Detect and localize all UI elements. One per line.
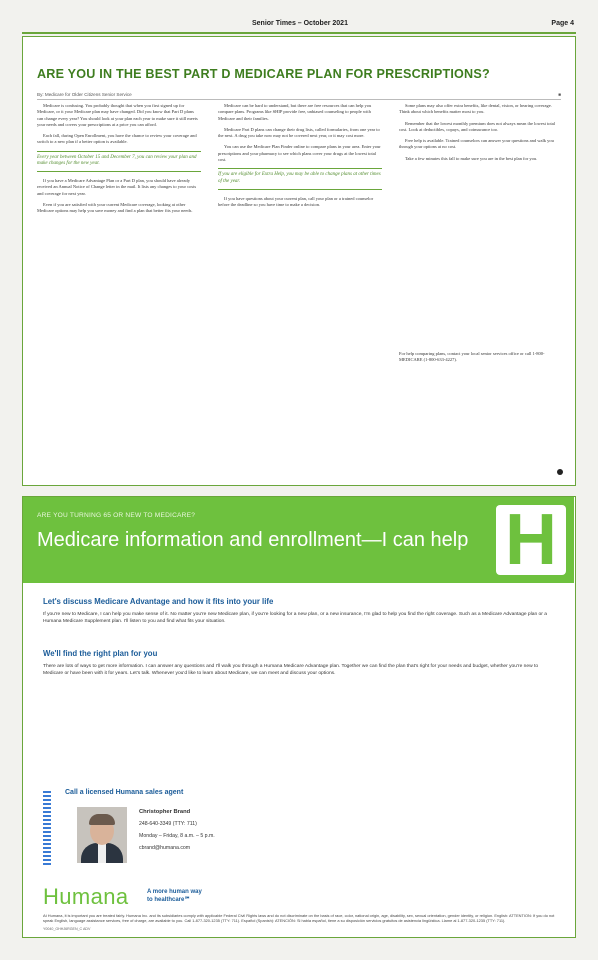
running-header <box>22 18 576 34</box>
tagline-line-1: A more human way <box>147 889 202 895</box>
ad-section-heading: Let's discuss Medicare Advantage and how it fits into your life <box>43 597 274 606</box>
agent-hours: Monday – Friday, 8 a.m. – 5 p.m. <box>139 833 215 839</box>
ad-title: Medicare information and enrollment—I can help <box>37 529 469 551</box>
call-agent-heading: Call a licensed Humana sales agent <box>65 789 184 796</box>
byline-mark: ■ <box>558 92 561 97</box>
agent-contact <box>43 785 303 869</box>
ad-section-body: If you're new to Medicare, I can help you make sense of it. No matter you're new Medicare plan, if you're looking for a new plan, or a new insurance, I'm glad to help you find the right coverage. Such as a Medicare Advantage plan or a Humana Medicare Supplement plan. I'll listen to you and find what fits your situation. <box>43 612 547 625</box>
page-number: Page 4 <box>551 20 574 27</box>
article-column-2 <box>218 103 382 473</box>
pull-quote: If you are eligible for Extra Help, you may be able to change plans at other times of the year. <box>218 168 382 189</box>
end-of-article-mark <box>557 469 563 475</box>
pull-quote: Every year between October 15 and December 7, you can review your plan and make changes for the new year. <box>37 151 201 172</box>
ad-code: Y0040_GHHJ6RGEN_C ADV <box>43 927 91 931</box>
agent-photo <box>77 807 127 863</box>
article-column-3 <box>399 103 563 343</box>
article-contact-info: For help comparing plans, contact your local senior services office or call 1-800-MEDICARE (1-800-633-4227). <box>399 351 545 363</box>
paragraph: Medicare can be hard to understand, but there are free resources that can help you compare plans. Programs like SHIP provide free, unbiased counseling to people with Medicare and their families. <box>218 103 372 121</box>
paragraph: Medicare is confusing. You probably thought that when you first signed up for Medicare, or it your Medicare plan may have changed. Did you know that Part D plans can change every year? You should look at your plan each year to make sure it still meets your needs and covers your prescriptions at a price you can afford. <box>37 103 198 127</box>
article-byline <box>37 92 561 100</box>
paragraph: You can use the Medicare Plan Finder online to compare plans in your area. Enter your prescriptions and your pharmacy to see which plans cover your drugs at the lowest total cost. <box>218 144 381 163</box>
agent-phone[interactable]: 248-640-3349 (TTY: 711) <box>139 821 197 827</box>
humana-h-logo <box>496 500 566 580</box>
paragraph: Take a few minutes this fall to make sure you are in the best plan for you. <box>405 155 538 161</box>
agent-name: Christopher Brand <box>139 809 191 815</box>
h-letter: H <box>505 500 557 580</box>
agent-email[interactable]: cbrand@humana.com <box>139 845 191 851</box>
ad-banner <box>23 497 574 583</box>
paragraph: Remember that the lowest monthly premium does not always mean the lowest total cost. Look at deductibles, copays, and coinsurance too. <box>399 120 555 132</box>
article-column-1 <box>37 103 201 473</box>
humana-tagline <box>147 888 202 904</box>
ad-kicker: ARE YOU TURNING 65 OR NEW TO MEDICARE? <box>37 512 196 519</box>
paragraph: Medicare Part D plans can change their drug lists, called formularies, from one year to the next. A drug you take now may not be covered next year, or it may cost more. <box>218 126 380 139</box>
article-headline: ARE YOU IN THE BEST PART D MEDICARE PLAN FOR PRESCRIPTIONS? <box>37 67 490 81</box>
ad-section-body: There are lots of ways to get more information. I can answer any questions and I'll walk you through a Humana Medicare Advantage plan. Together we can find the plan that's right for your needs and budget, whether you're new to Medicare or have been with it for years. Let's talk. Whenever you'd like to learn about Medicare, we can meet and discuss your options. <box>43 664 539 677</box>
publication-title: Senior Times – October 2021 <box>252 20 348 27</box>
paragraph: Some plans may also offer extra benefits, like dental, vision, or hearing coverage. Think about which benefits matter most to you. <box>399 103 552 115</box>
byline-text: By: Medicare for Older Citizens Senior Service <box>37 92 132 97</box>
paragraph: If you have a Medicare Advantage Plan or a Part D plan, you should have already received an Annual Notice of Change letter in the mail. It lists any changes to your costs and coverage for next year. <box>37 177 197 196</box>
article <box>22 36 576 486</box>
paragraph: Even if you are satisfied with your current Medicare coverage, looking at other Medicare options may help you save money and find a plan that better fits your needs. <box>37 201 193 214</box>
agent-shirt <box>98 843 106 863</box>
dotted-accent <box>43 791 51 865</box>
agent-hair <box>89 814 115 825</box>
tagline-line-2: to healthcare℠ <box>147 897 191 903</box>
paragraph: Each fall, during Open Enrollment, you have the chance to review your coverage and switch to a new plan if a better option is available. <box>37 133 197 145</box>
legal-disclaimer: At Humana, it is important you are treated fairly. Humana Inc. and its subsidiaries comply with applicable Federal Civil Rights laws and do not discriminate on the basis of race, color, national origin, age, disability, sex, sexual orientation, gender identity, or religion. English: ATTENTION: If you do not speak English, language assistance services, free of charge, are available to you. Call 1-877-320-1235 (TTY: 711). Español (Spanish): ATENCIÓN: Si habla español, tiene a su disposición servicios gratuitos de asistencia lingüística. Llame al 1-877-320-1235 (TTY: 711). <box>43 913 555 924</box>
ad-section-heading: We'll find the right plan for you <box>43 649 158 658</box>
paragraph: Free help is available. Trained counselors can answer your questions and walk you through your options at no cost. <box>399 138 554 150</box>
humana-advertisement <box>22 496 576 938</box>
humana-logo: Humana <box>43 884 129 909</box>
paragraph: If you have questions about your current plan, call your plan or a trained counselor before the deadline so you have time to make a decision. <box>218 195 374 207</box>
